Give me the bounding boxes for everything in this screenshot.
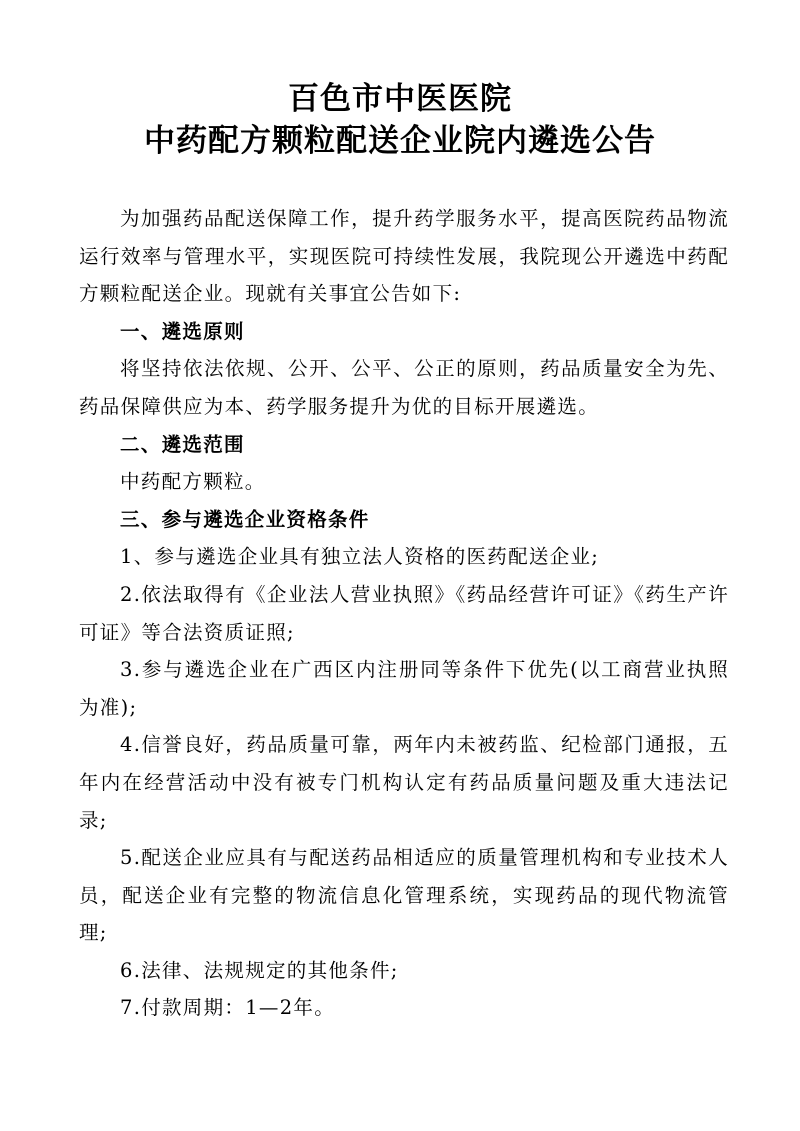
qualification-item-4: 4.信誉良好，药品质量可靠，两年内未被药监、纪检部门通报，五年内在经营活动中没有被专门机构认定有药品质量问题及重大违法记录; — [79, 733, 729, 832]
document-body — [79, 200, 729, 1027]
section-heading-principles: 一、遴选原则 — [120, 319, 245, 343]
principles-paragraph: 将坚持依法依规、公开、公平、公正的原则，药品质量安全为先、药品保障供应为本、药学服务提升为优的目标开展遴选。 — [79, 357, 729, 418]
document-title-line1: 百色市中医医院 — [288, 81, 512, 117]
section-heading-scope: 二、遴选范围 — [120, 432, 245, 456]
qualification-item-3: 3.参与遴选企业在广西区内注册同等条件下优先(以工商营业执照为准); — [79, 658, 729, 719]
section-heading-qualifications: 三、参与遴选企业资格条件 — [120, 507, 370, 531]
scope-paragraph: 中药配方颗粒。 — [120, 470, 266, 494]
qualification-item-6: 6.法律、法规规定的其他条件; — [120, 958, 399, 982]
document-title-line2: 中药配方颗粒配送企业院内遴选公告 — [144, 123, 656, 159]
intro-paragraph: 为加强药品配送保障工作，提升药学服务水平，提高医院药品物流运行效率与管理水平，实现医院可持续性发展，我院现公开遴选中药配方颗粒配送企业。现就有关事宜公告如下: — [79, 207, 729, 306]
qualification-item-7: 7.付款周期：1—2年。 — [120, 996, 336, 1020]
qualification-item-1: 1、参与遴选企业具有独立法人资格的医药配送企业; — [120, 545, 600, 569]
qualification-item-5: 5.配送企业应具有与配送药品相适应的质量管理机构和专业技术人员，配送企业有完整的物流信息化管理系统，实现药品的现代物流管理; — [79, 846, 729, 945]
qualification-item-2: 2.依法取得有《企业法人营业执照》《药品经营许可证》《药生产许可证》等合法资质证照; — [79, 582, 729, 644]
